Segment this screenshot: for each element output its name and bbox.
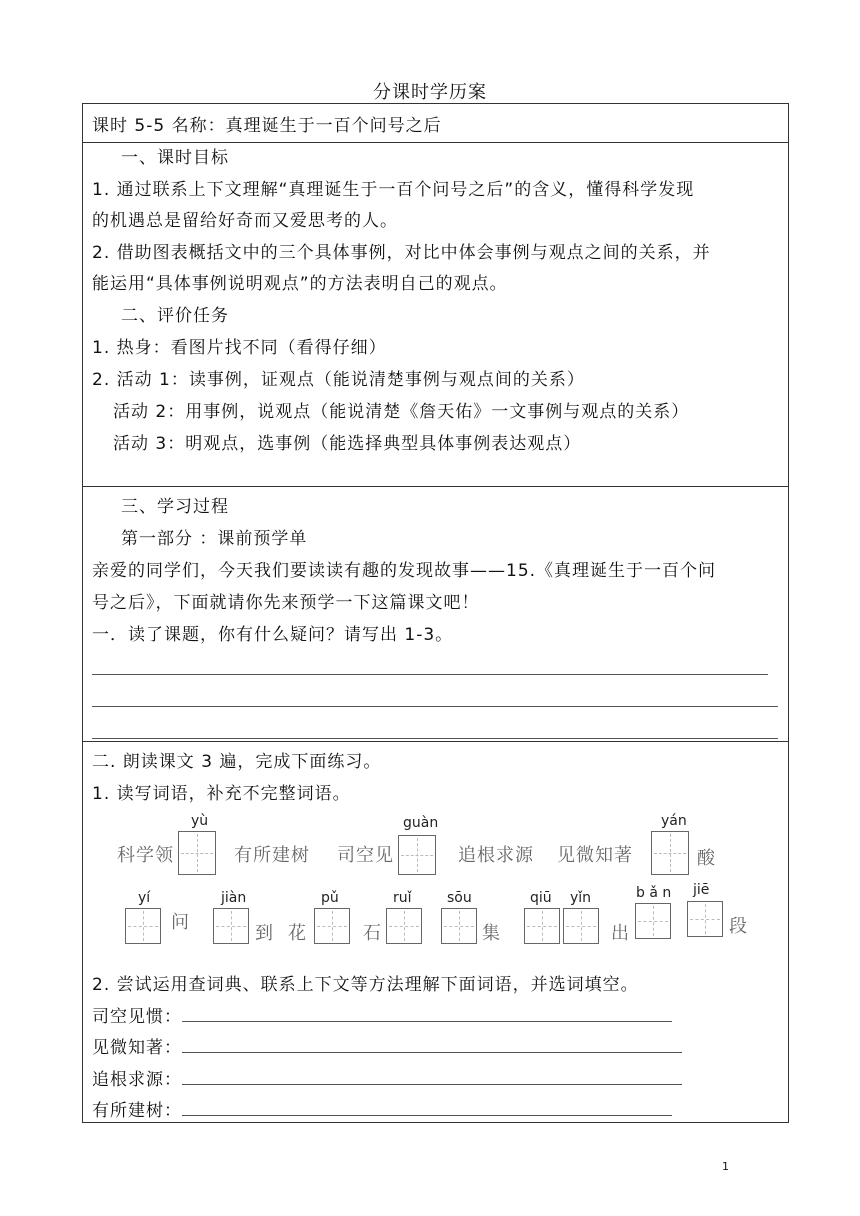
character-box[interactable]	[178, 831, 216, 875]
character-box[interactable]	[314, 908, 350, 944]
row-divider	[83, 741, 788, 742]
definition-jianwei-zhizhu	[92, 1036, 682, 1060]
pinyin-yu: yù	[191, 813, 209, 829]
intro-line-1: 亲爱的同学们，今天我们要读读有趣的发现故事——15.《真理诞生于一百个问	[92, 561, 717, 581]
pinyin-jie: jiē	[693, 882, 710, 898]
goal-2-line-1: 2. 借助图表概括文中的三个具体事例，对比中体会事例与观点之间的关系，并	[92, 243, 711, 263]
question-1: 一．读了课题，你有什么疑问？请写出 1-3。	[92, 625, 454, 645]
pinyin-yi: yí	[138, 890, 151, 906]
question-2-2: 2. 尝试运用查词典、联系上下文等方法理解下面词语，并选词填空。	[92, 975, 639, 995]
goals-heading: 一、课时目标	[121, 148, 229, 168]
word-zhuigen-qiuyuan: 追根求源	[458, 845, 534, 866]
definition-label: 见微知著：	[92, 1038, 182, 1058]
answer-line[interactable]	[92, 706, 778, 707]
answer-line[interactable]	[92, 738, 778, 739]
process-heading: 三、学习过程	[121, 497, 229, 517]
row-divider	[83, 486, 788, 487]
character-box[interactable]	[635, 903, 671, 939]
definition-label: 追根求源：	[92, 1070, 182, 1090]
definition-blank[interactable]	[182, 1099, 672, 1116]
task-2: 2. 活动 1：读事例，证观点（能说清楚事例与观点间的关系）	[92, 370, 585, 390]
intro-line-2: 号之后》，下面就请你先来预学一下这篇课文吧！	[92, 593, 480, 613]
character-box[interactable]	[213, 908, 249, 944]
char-ji: 集	[482, 923, 500, 944]
char-hua: 花	[288, 923, 306, 944]
word-kexue-ling: 科学领	[117, 845, 174, 866]
word-yousuo-jianshu: 有所建树	[234, 845, 310, 866]
part-one-title: 第一部分 ：课前预学单	[121, 529, 308, 549]
char-chu: 出	[611, 923, 629, 944]
character-box[interactable]	[441, 908, 477, 944]
page-number: 1	[722, 1160, 729, 1173]
task-3: 活动 2：用事例，说观点（能说清楚《詹天佑》一文事例与观点的关系）	[113, 402, 690, 422]
task-1: 1. 热身：看图片找不同（看得仔细）	[92, 338, 387, 358]
char-wen: 问	[171, 912, 189, 933]
definition-blank[interactable]	[182, 1068, 682, 1085]
lesson-table	[82, 103, 789, 1123]
character-box[interactable]	[524, 908, 560, 944]
char-suan: 酸	[697, 848, 715, 869]
definition-zhuigen-qiuyuan	[92, 1068, 682, 1092]
pinyin-jian: jiàn	[221, 890, 247, 906]
pinyin-guan: guàn	[403, 815, 439, 831]
pinyin-yan: yán	[661, 813, 687, 829]
definition-yousuo-jianshu	[92, 1099, 672, 1123]
pinyin-pu: pǔ	[321, 890, 339, 906]
goal-1-line-2: 的机遇总是留给好奇而又爱思考的人。	[92, 211, 398, 231]
definition-blank[interactable]	[182, 1036, 682, 1053]
character-box[interactable]	[125, 908, 161, 944]
goal-2-line-2: 能运用“具体事例说明观点”的方法表明自己的观点。	[92, 274, 508, 294]
char-duan: 段	[729, 916, 747, 937]
pinyin-yin: yǐn	[570, 890, 592, 906]
question-2: 二. 朗读课文 3 遍，完成下面练习。	[92, 752, 382, 772]
goal-1-line-1: 1. 通过联系上下文理解“真理诞生于一百个问号之后”的含义，懂得科学发现	[92, 180, 695, 200]
pinyin-sou: sōu	[447, 890, 472, 906]
char-shi: 石	[363, 923, 381, 944]
task-4: 活动 3：明观点，选事例（能选择典型具体事例表达观点）	[113, 434, 582, 454]
pinyin-ban: b ǎ n	[636, 885, 672, 901]
word-jianwei-zhizhu: 见微知著	[557, 845, 633, 866]
pinyin-rui: ruǐ	[393, 890, 412, 906]
question-2-1: 1. 读写词语，补充不完整词语。	[92, 784, 351, 804]
definition-label: 有所建树：	[92, 1101, 182, 1121]
definition-blank[interactable]	[182, 1005, 672, 1022]
tasks-heading: 二、评价任务	[121, 306, 229, 326]
definition-label: 司空见惯：	[92, 1007, 182, 1027]
row-divider	[83, 142, 788, 143]
definition-sikong-jianguan	[92, 1005, 672, 1029]
lesson-header: 课时 5-5 名称：真理诞生于一百个问号之后	[92, 116, 442, 136]
word-sikong-jian: 司空见	[337, 845, 394, 866]
pinyin-qiu: qiū	[530, 890, 552, 906]
char-dao: 到	[255, 923, 273, 944]
page-title: 分课时学历案	[373, 82, 487, 103]
character-box[interactable]	[563, 908, 599, 944]
character-box[interactable]	[386, 908, 422, 944]
answer-line[interactable]	[92, 674, 768, 675]
character-box[interactable]	[687, 901, 723, 937]
character-box[interactable]	[398, 835, 436, 875]
character-box[interactable]	[651, 831, 689, 875]
